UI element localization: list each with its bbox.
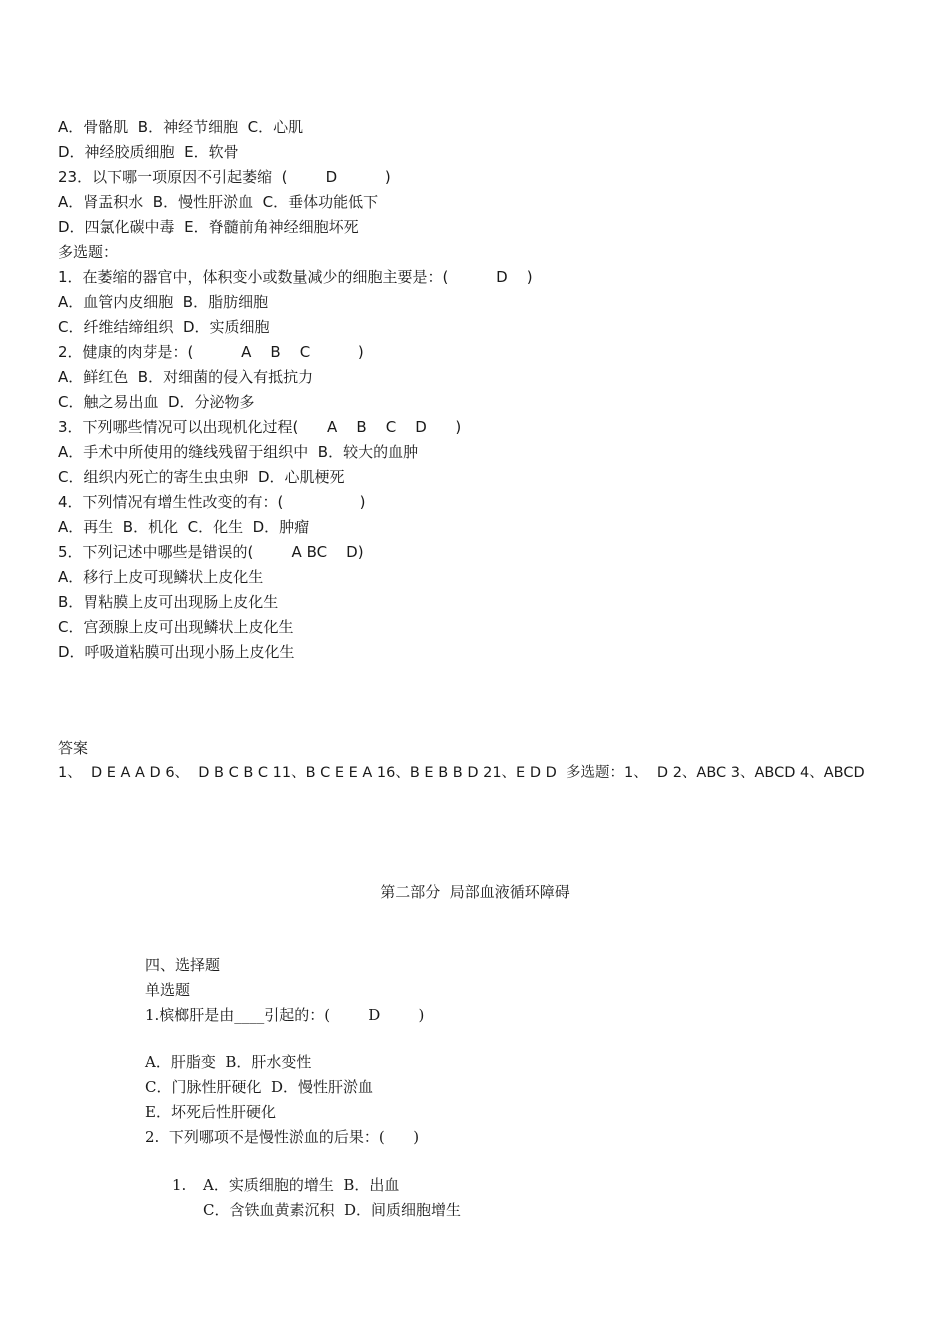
question-option: A．实质细胞的增生 B．出血 (203, 1176, 400, 1194)
question-line: A．骨骼肌 B．神经节细胞 C．心肌 (58, 118, 304, 136)
question-line: C．触之易出血 D．分泌物多 (58, 393, 255, 411)
question-line: A．移行上皮可现鳞状上皮化生 (58, 568, 264, 586)
section-heading: 四、选择题 (145, 956, 221, 974)
question-line: A．肾盂积水 B．慢性肝淤血 C．垂体功能低下 (58, 193, 379, 211)
question-stem: 2. 下列哪项不是慢性淤血的后果：( ) (145, 1128, 420, 1146)
list-number: 1. (172, 1176, 187, 1194)
question-line: A．手术中所使用的缝线残留于组织中 B．较大的血肿 (58, 443, 419, 461)
subsection-heading: 单选题 (145, 981, 191, 999)
question-line: C．纤维结缔组织 D．实质细胞 (58, 318, 270, 336)
question-line: D．呼吸道粘膜可出现小肠上皮化生 (58, 643, 295, 661)
question-line: 4．下列情况有增生性改变的有：( ) (58, 493, 366, 511)
question-line: 3．下列哪些情况可以出现机化过程( A B C D ) (58, 418, 462, 436)
question-option: A．肝脂变 B．肝水变性 (145, 1053, 312, 1071)
answers-text: 1、 D E A A D 6、 D B C B C 11、B C E E A 16、B E B B D 21、E D D 多选题：1、 D 2、ABC 3、ABCD 4、ABCD (58, 765, 865, 781)
question-stem: 1.槟榔肝是由____引起的：( D ) (145, 1006, 425, 1024)
question-line: D．神经胶质细胞 E．软骨 (58, 143, 239, 161)
answers-heading: 答案 (58, 739, 89, 757)
question-line: C．宫颈腺上皮可出现鳞状上皮化生 (58, 618, 294, 636)
question-line: 5．下列记述中哪些是错误的( A BC D) (58, 543, 364, 561)
section-heading: 多选题： (58, 243, 119, 261)
part-title: 第二部分 局部血液循环障碍 (380, 883, 570, 901)
question-line: 23．以下哪一项原因不引起萎缩 ( D ) (58, 168, 391, 186)
question-line: 1．在萎缩的器官中，体积变小或数量减少的细胞主要是：( D ) (58, 268, 533, 286)
question-option: C．含铁血黄素沉积 D．间质细胞增生 (203, 1201, 462, 1219)
question-line: D．四氯化碳中毒 E．脊髓前角神经细胞坏死 (58, 218, 359, 236)
question-option: E．坏死后性肝硬化 (145, 1103, 276, 1121)
question-line: 2．健康的肉芽是：( A B C ) (58, 343, 364, 361)
question-line: B．胃粘膜上皮可出现肠上皮化生 (58, 593, 279, 611)
question-line: C．组织内死亡的寄生虫虫卵 D．心肌梗死 (58, 468, 345, 486)
question-line: A．血管内皮细胞 B．脂肪细胞 (58, 293, 269, 311)
question-line: A．鲜红色 B．对细菌的侵入有抵抗力 (58, 368, 314, 386)
question-option: C．门脉性肝硬化 D．慢性肝淤血 (145, 1078, 374, 1096)
question-line: A．再生 B．机化 C．化生 D．肿瘤 (58, 518, 310, 536)
